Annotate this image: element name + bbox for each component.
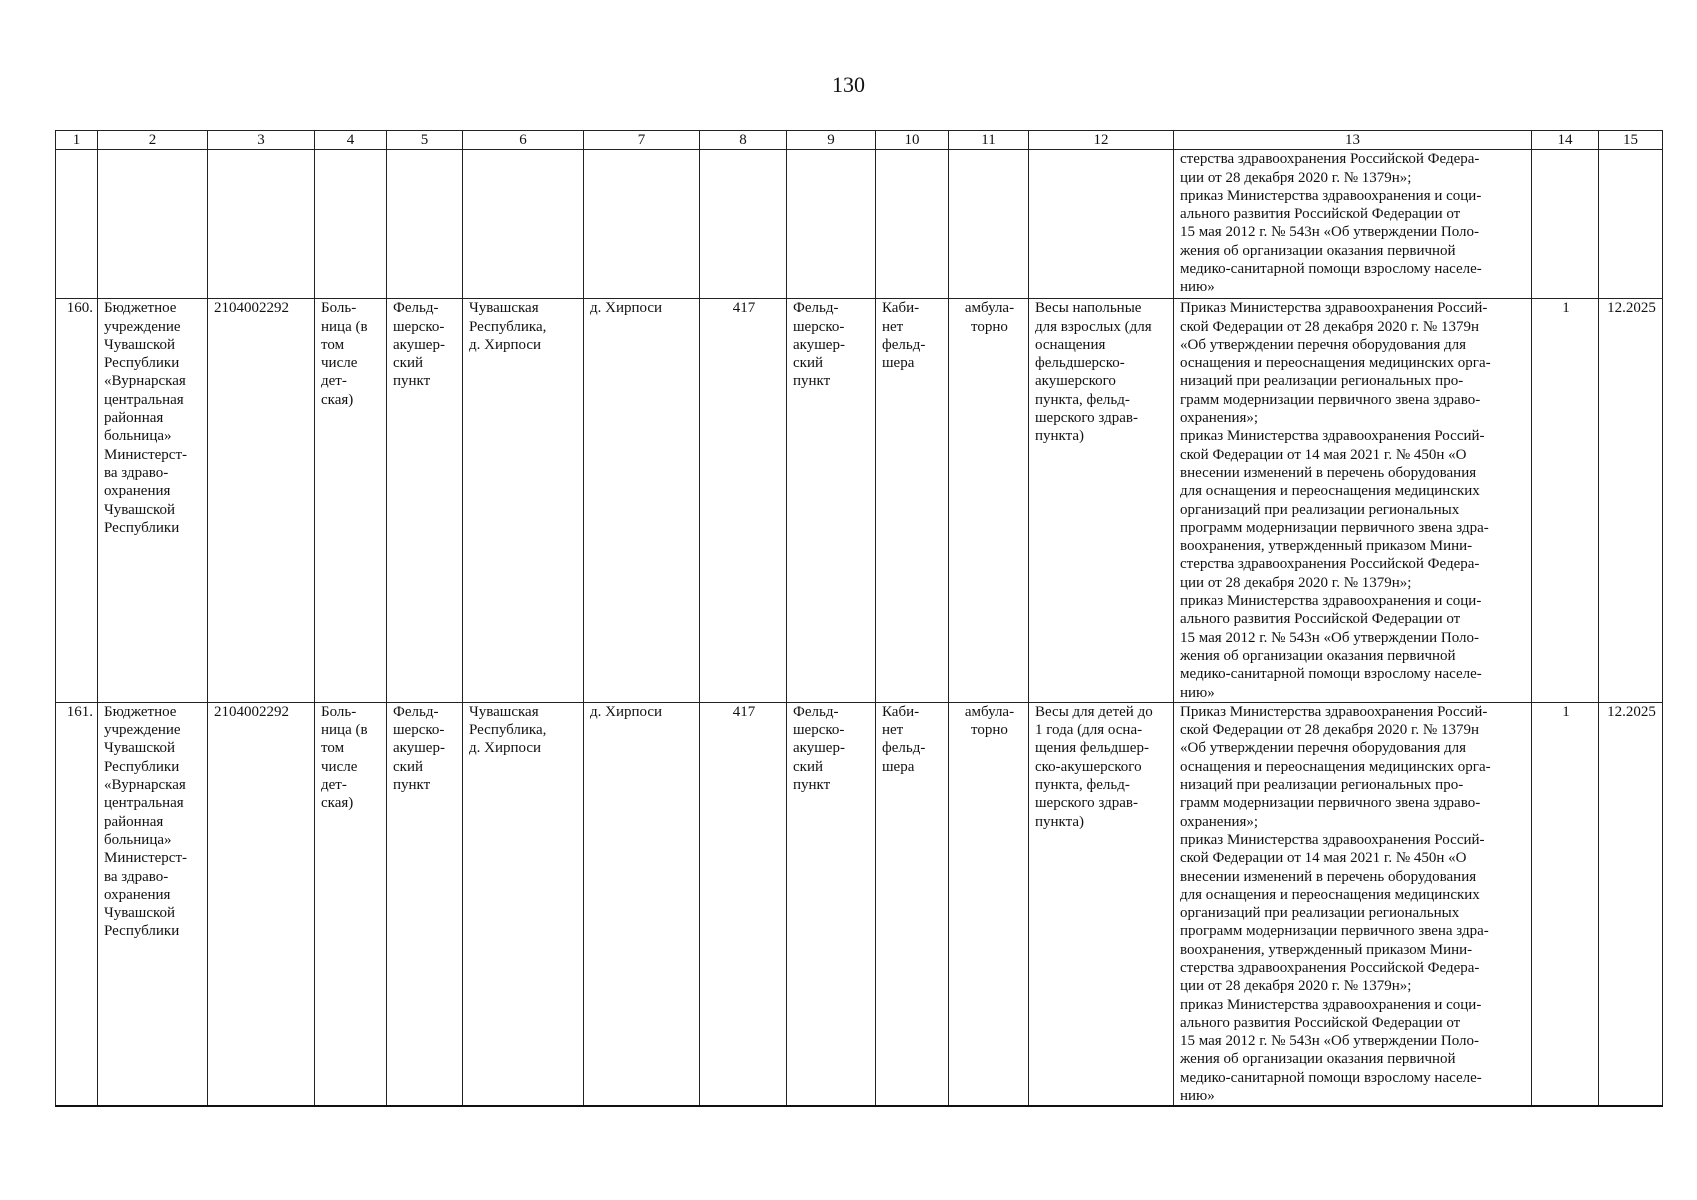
row-number-cell: 161. <box>56 702 98 1106</box>
column-header: 3 <box>208 131 315 150</box>
continuation-row <box>56 150 1663 299</box>
facility-type-cell: Боль- ница (в том числе дет- ская) <box>315 702 387 1106</box>
date-cell: 12.2025 <box>1599 702 1663 1106</box>
locality-cell: д. Хирпоси <box>584 702 700 1106</box>
column-header: 1 <box>56 131 98 150</box>
population-cell: 417 <box>700 299 787 703</box>
legal-basis-cell: Приказ Министерства здравоохранения Россий- ской Федерации от 28 декабря 2020 г. № 1379н «Об утверждении перечня оборудования для оснащения и переоснащения медицинских орга- низаций при реализации региональных про- грамм модернизации первичного звена здраво- охранения»; приказ Министерства здравоохранения Россий- ской Федерации от 14 мая 2021 г. № 450н «О внесении изменений в перечень оборудования для оснащения и переоснащения медицинских организаций при реализации региональных программ модернизации первичного звена здра- воохранения, утвержденный приказом Мини- стерства здравоохранения Российской Федера- ции от 28 декабря 2020 г. № 1379н»; приказ Министерства здравоохранения и соци- ального развития Российской Федерации от 15 мая 2012 г. № 543н «Об утверждении Поло- жения об организации оказания первичной медико-санитарной помощи взрослому населе- нию» <box>1174 299 1532 703</box>
subdivision-cell: Фельд- шерско- акушер- ский пункт <box>787 299 876 703</box>
column-header: 2 <box>98 131 208 150</box>
column-number-header-row <box>56 131 1663 150</box>
column-header: 7 <box>584 131 700 150</box>
column-header: 4 <box>315 131 387 150</box>
equipment-cell: Весы напольные для взрослых (для оснащения фельдшерско- акушерского пункта, фельд- шерского здрав- пункта) <box>1029 299 1174 703</box>
locality-cell: д. Хирпоси <box>584 299 700 703</box>
equipment-registry-table <box>55 130 1663 1107</box>
column-header: 12 <box>1029 131 1174 150</box>
date-cell: 12.2025 <box>1599 299 1663 703</box>
address-cell: Чувашская Республика, д. Хирпоси <box>463 299 584 703</box>
room-cell: Каби- нет фельд- шера <box>876 702 949 1106</box>
column-header: 10 <box>876 131 949 150</box>
column-header: 11 <box>949 131 1029 150</box>
table-row <box>56 702 1663 1106</box>
column-header: 14 <box>1532 131 1599 150</box>
column-header: 6 <box>463 131 584 150</box>
subdivision-cell: Фельд- шерско- акушер- ский пункт <box>787 702 876 1106</box>
institution-cell: Бюджетное учреждение Чувашской Республики «Вурнарская центральная районная больница» Министерст- ва здраво- охранения Чувашской Республики <box>98 299 208 703</box>
column-header: 13 <box>1174 131 1532 150</box>
page-number: 130 <box>832 72 865 97</box>
table-row <box>56 299 1663 703</box>
legal-basis-cell: стерства здравоохранения Российской Федера- ции от 28 декабря 2020 г. № 1379н»; приказ Министерства здравоохранения и соци- ального развития Российской Федерации от 15 мая 2012 г. № 543н «Об утверждении Поло- жения об организации оказания первичной медико-санитарной помощи взрослому населе- нию» <box>1174 150 1532 299</box>
facility-type-cell: Боль- ница (в том числе дет- ская) <box>315 299 387 703</box>
unit-type-cell: Фельд- шерско- акушер- ский пункт <box>387 299 463 703</box>
address-cell: Чувашская Республика, д. Хирпоси <box>463 702 584 1106</box>
column-header: 15 <box>1599 131 1663 150</box>
quantity-cell: 1 <box>1532 299 1599 703</box>
inn-cell: 2104002292 <box>208 299 315 703</box>
column-header: 9 <box>787 131 876 150</box>
column-header: 8 <box>700 131 787 150</box>
room-cell: Каби- нет фельд- шера <box>876 299 949 703</box>
equipment-cell: Весы для детей до 1 года (для осна- щения фельдшер- ско-акушерского пункта, фельд- шерского здрав- пункта) <box>1029 702 1174 1106</box>
row-number-cell: 160. <box>56 299 98 703</box>
population-cell: 417 <box>700 702 787 1106</box>
care-conditions-cell: амбула- торно <box>949 299 1029 703</box>
inn-cell: 2104002292 <box>208 702 315 1106</box>
institution-cell: Бюджетное учреждение Чувашской Республики «Вурнарская центральная районная больница» Министерст- ва здраво- охранения Чувашской Республики <box>98 702 208 1106</box>
unit-type-cell: Фельд- шерско- акушер- ский пункт <box>387 702 463 1106</box>
column-header: 5 <box>387 131 463 150</box>
quantity-cell: 1 <box>1532 702 1599 1106</box>
legal-basis-cell: Приказ Министерства здравоохранения Россий- ской Федерации от 28 декабря 2020 г. № 1379н «Об утверждении перечня оборудования для оснащения и переоснащения медицинских орга- низаций при реализации региональных про- грамм модернизации первичного звена здраво- охранения»; приказ Министерства здравоохранения Россий- ской Федерации от 14 мая 2021 г. № 450н «О внесении изменений в перечень оборудования для оснащения и переоснащения медицинских организаций при реализации региональных программ модернизации первичного звена здра- воохранения, утвержденный приказом Мини- стерства здравоохранения Российской Федера- ции от 28 декабря 2020 г. № 1379н»; приказ Министерства здравоохранения и соци- ального развития Российской Федерации от 15 мая 2012 г. № 543н «Об утверждении Поло- жения об организации оказания первичной медико-санитарной помощи взрослому населе- нию» <box>1174 702 1532 1106</box>
care-conditions-cell: амбула- торно <box>949 702 1029 1106</box>
